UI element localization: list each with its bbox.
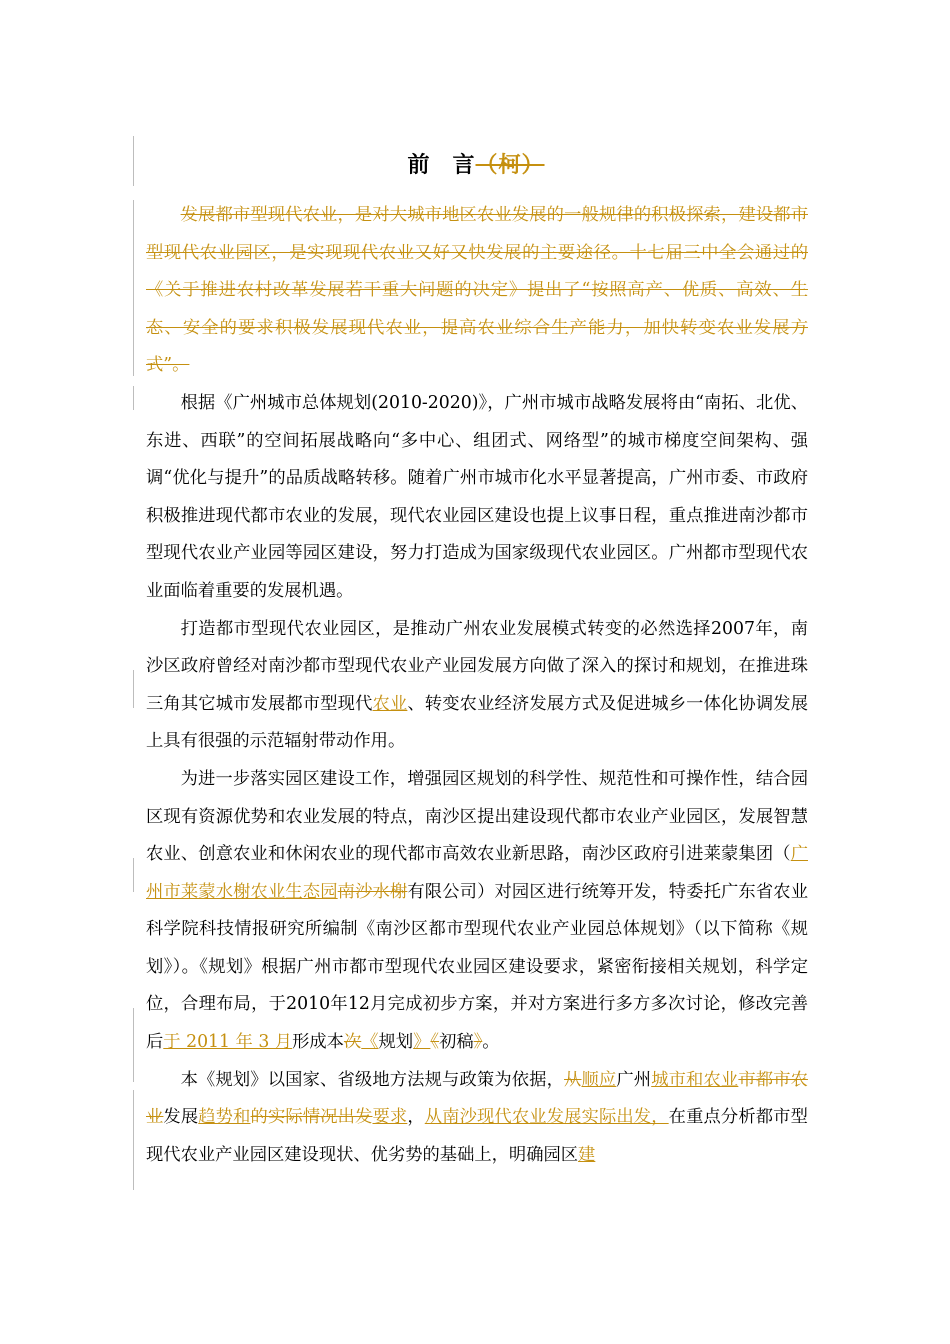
deleted-text: 市都市农业: [146, 1069, 808, 1128]
page-title: [146, 145, 806, 185]
paragraph-text: 规划: [378, 1032, 414, 1053]
deleted-text: 的实际情况出发: [250, 1107, 373, 1128]
paragraph-text: ，: [407, 1107, 425, 1128]
inserted-text: 于 2011 年 3 月: [163, 1032, 293, 1053]
paragraph-text: 有限公司）对园区进行统筹开发，特委托广东省农业科学院科技情报研究所编制《南沙区都市型现代农业产业园总体规划》（以下简称《规划》）。《规划》根据广州市都市型现代农业园区建设要求，紧密衔接相关规划，科学定位，合理布局，于2010年12月完成初步方案，并对方案进行多方多次讨论，修改完善后: [146, 881, 808, 1053]
inserted-text: 顺应: [581, 1069, 617, 1090]
inserted-text: 从南沙现代农业发展实际出发，: [424, 1107, 669, 1128]
inserted-text: 城市和农业: [651, 1069, 739, 1090]
paragraph-4: [146, 761, 808, 1062]
change-bar: [133, 200, 134, 376]
inserted-text: 》: [413, 1032, 431, 1053]
inserted-text: 农业: [372, 693, 408, 714]
inserted-text: 要求: [372, 1107, 408, 1128]
paragraph-5: [146, 1062, 808, 1175]
document-body: [146, 197, 808, 1174]
change-bar: [133, 1008, 134, 1082]
paragraph-text: 根据《广州城市总体规划(2010-2020)》，广州市城市战略发展将由“南拓、北优、东进、西联”的空间拓展战略向“多中心、组团式、网络型”的城市梯度空间架构、强调“优化与提升”的品质战略转移。随着广州市城市化水平显著提高，广州市委、市政府积极推进现代都市农业的发展，现代农业园区建设也提上议事日程，重点推进南沙都市型现代农业产业园等园区建设，努力打造成为国家级现代农业园区。广州都市型现代农业面临着重要的发展机遇。: [146, 392, 808, 601]
paragraph-text: 广州: [616, 1069, 652, 1090]
title-char-1: 前: [407, 152, 431, 178]
inserted-text: 《: [361, 1032, 379, 1053]
paragraph-text: 。: [482, 1032, 500, 1053]
change-bar: [133, 1090, 134, 1190]
paragraph-text: 初稿: [439, 1032, 474, 1053]
change-bar: [133, 670, 134, 708]
deleted-text: 次: [343, 1032, 362, 1053]
deleted-text: 发展都市型现代农业，是对大城市地区农业发展的一般规律的积极探索，建设都市型现代农业园区，是实现现代农业又好又快发展的主要途径。十七届三中全会通过的《关于推进农村改革发展若干重大问题的决定》提出了“按照高产、优质、高效、生态、安全的要求积极发展现代农业，提高农业综合生产能力，加快转变农业发展方式”。: [146, 205, 808, 376]
change-bar: [133, 136, 134, 186]
title-char-2: 言: [452, 152, 476, 178]
paragraph-text: 发展: [163, 1107, 199, 1128]
paragraph-text: 打造都市型现代农业园区，是推动广州农业发展模式转变的必然选择2007年，南沙区政府曾经对南沙都市型现代农业产业园发展方向做了深入的探讨和规划，在推进珠三角其它城市发展都市型现代: [146, 618, 808, 714]
deleted-text: 从: [564, 1069, 582, 1090]
deleted-text: 南沙水榭: [337, 881, 408, 902]
deleted-text: 《: [430, 1032, 440, 1053]
inserted-text: 广州市莱蒙水榭农业生态园: [146, 844, 808, 902]
change-bar: [133, 386, 134, 410]
paragraph-3: [146, 611, 808, 761]
paragraph-text: 为进一步落实园区建设工作，增强园区规划的科学性、规范性和可操作性，结合园区现有资源优势和农业发展的特点，南沙区提出建设现代都市农业产业园区，发展智慧农业、创意农业和休闲农业的现代都市高效农业新思路，南沙区政府引进莱蒙集团（: [146, 768, 808, 865]
paragraph-1: [146, 197, 808, 385]
paragraph-2: [146, 385, 808, 611]
title-deleted-suffix: （柯）: [475, 152, 545, 178]
inserted-text: 建: [578, 1144, 596, 1165]
change-bar: [133, 858, 134, 892]
paragraph-text: 本《规划》以国家、省级地方法规与政策为依据，: [180, 1069, 565, 1090]
inserted-text: 趋势和: [198, 1107, 251, 1128]
paragraph-text: 、转变农业经济发展方式及促进城乡一体化协调发展上具有很强的示范辐射带动作用。: [146, 693, 808, 752]
paragraph-text: 在重点分析都市型现代农业产业园区建设现状、优劣势的基础上，明确园区: [146, 1107, 808, 1165]
paragraph-text: 形成本: [292, 1032, 344, 1053]
deleted-text: 》: [473, 1032, 483, 1053]
